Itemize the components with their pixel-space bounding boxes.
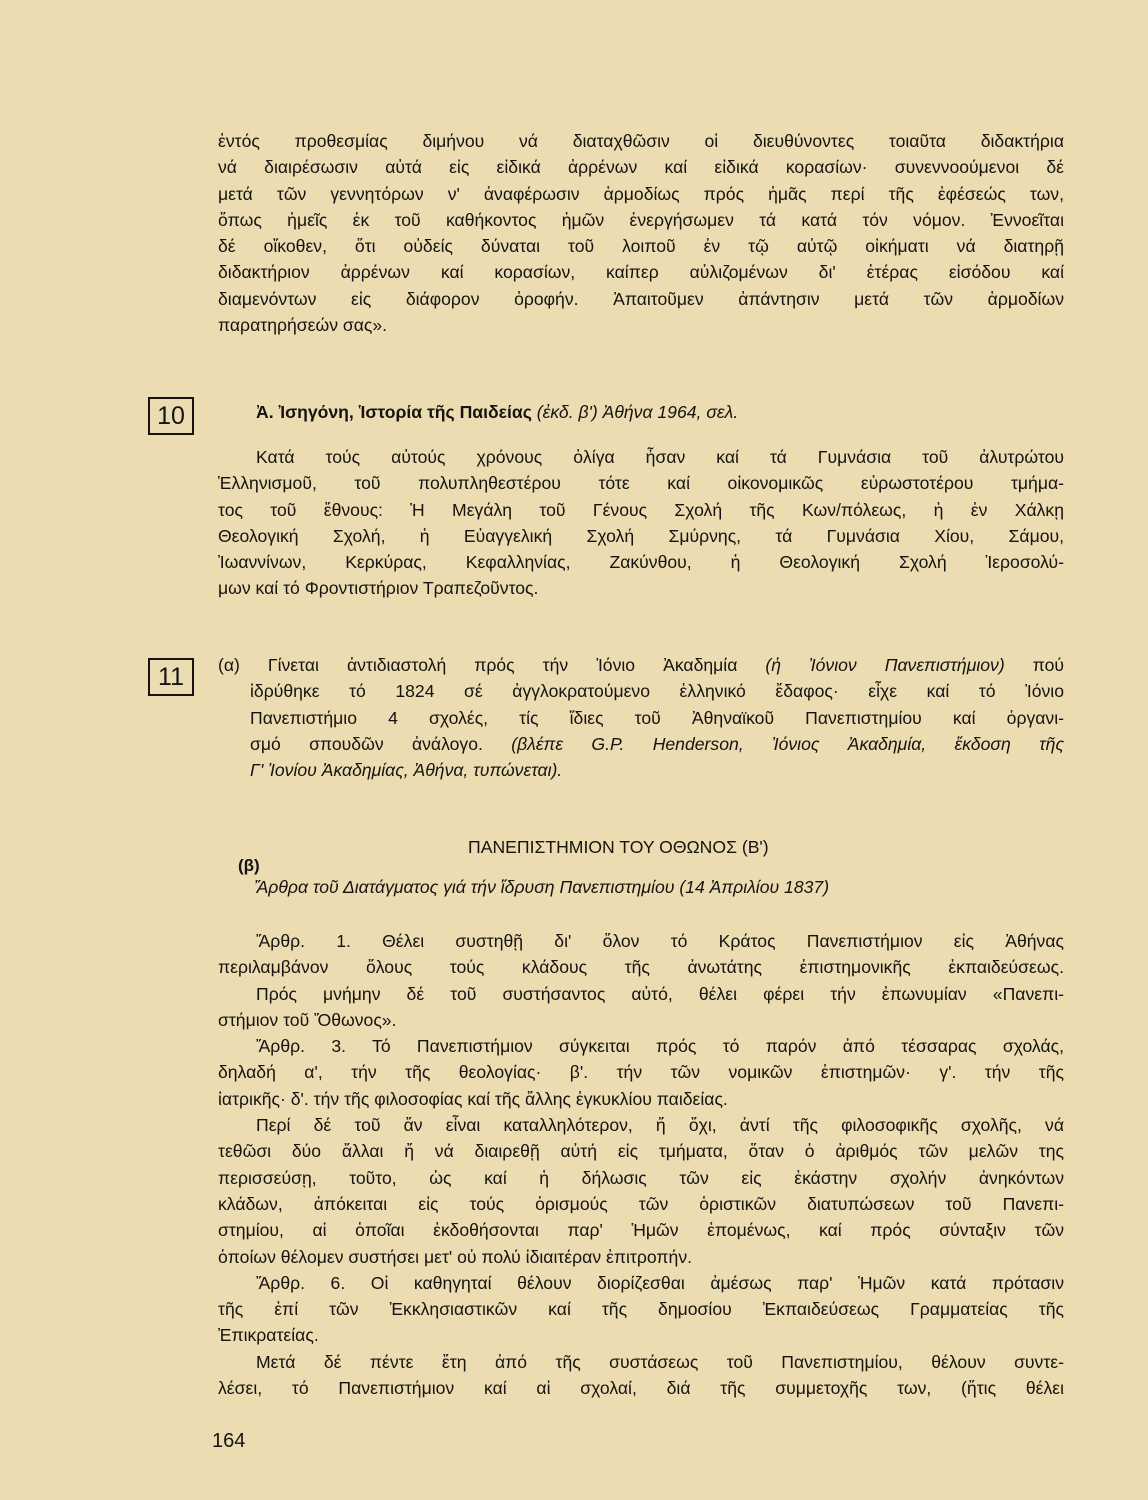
text-line: στήμιον τοῦ Ὄθωνος». — [218, 1009, 397, 1030]
text-line: δηλαδή α', τήν τῆς θεολογίας· β'. τήν τῶν νομικῶν ἐπιστημῶν· γ'. τήν τῆς — [218, 1062, 1064, 1083]
text-line: παρατηρήσεών σας». — [218, 315, 388, 336]
text-line: ἱδρύθηκε τό 1824 σέ ἀγγλοκρατούμενο ἑλληνικό ἔδαφος· εἶχε καί τό Ἰόνιο — [250, 681, 1064, 702]
text-line: τεθῶσι δύο ἄλλαι ἤ νά διαιρεθῇ αὐτή εἰς τμήματα, ὅταν ὁ ἀριθμός τῶν μελῶν της — [218, 1141, 1064, 1162]
source-citation — [256, 400, 738, 424]
part-a-italic: (βλέπε G.P. Henderson, Ἰόνιος Ἀκαδημία, ἔκδοση τῆς — [511, 733, 1064, 754]
part-b-label: (β) — [238, 856, 260, 875]
section-11b-paragraph — [218, 928, 1064, 1401]
part-a-text: Γίνεται ἀντιδιαστολή πρός τήν Ἰόνιο Ἀκαδημία — [267, 655, 738, 675]
section-number-11: 11 — [148, 658, 194, 696]
text-line — [218, 757, 1064, 783]
section-11a-paragraph — [218, 652, 1064, 783]
part-a-text: σμό σπουδῶν ἀνάλογο. — [250, 733, 483, 754]
part-a-label: (α) — [218, 655, 240, 675]
text-line: Ἄρθρ. 3. Τό Πανεπιστήμιον σύγκειται πρός τό παρόν ἀπό τέσσαρας σχολάς, — [256, 1036, 1064, 1057]
text-line: περιλαμβάνον ὅλους τούς κλάδους τῆς ἀνωτάτης ἐπιστημονικῆς ἐκπαιδεύσεως. — [218, 957, 1064, 978]
intro-paragraph — [218, 128, 1064, 338]
text-line: ἰατρικῆς· δ'. τήν τῆς φιλοσοφίας καί τῆς ἄλλης ἐγκυκλίου παιδείας. — [218, 1088, 728, 1109]
text-line: Πρός μνήμην δέ τοῦ συστήσαντος αὐτό, θέλει φέρει τήν ἐπωνυμίαν «Πανεπι- — [256, 983, 1064, 1004]
text-line: δέ οἴκοθεν, ὅτι οὐδείς δύναται τοῦ λοιποῦ ἐν τῷ αὐτῷ οἰκήματι νά διατηρῇ — [218, 236, 1064, 257]
text-line: λέσει, τό Πανεπιστήμιον καί αἱ σχολαί, διά τῆς συμμετοχῆς των, (ἥτις θέλει — [218, 1378, 1064, 1399]
text-line: ὁποίων θέλομεν συστήσει μετ' οὐ πολύ ἰδιαιτέραν ἐπιτροπήν. — [218, 1246, 693, 1267]
text-line: ἐντός προθεσμίας διμήνου νά διαταχθῶσιν οἱ διευθύνοντες τοιαῦτα διδακτήρια — [218, 131, 1064, 151]
text-line: διαμενόντων εἰς διάφορον ὀροφήν. Ἀπαιτοῦμεν ἀπάντησιν μετά τῶν ἁρμοδίων — [218, 288, 1064, 309]
text-line: κλάδων, ἀπόκειται εἰς τούς ὁρισμούς τῶν ὁριστικῶν διατυπώσεων τοῦ Πανεπι- — [218, 1193, 1064, 1214]
text-line: στημίου, αἱ ὁποῖαι ἐκδοθήσονται παρ' Ἡμῶν ἑπομένως, καί πρός σύνταξιν τῶν — [218, 1220, 1064, 1241]
text-line: Πανεπιστήμιο 4 σχολές, τίς ἴδιες τοῦ Ἀθηναϊκοῦ Πανεπιστημίου καί ὀργανι- — [250, 707, 1064, 728]
text-line: Μετά δέ πέντε ἔτη ἀπό τῆς συστάσεως τοῦ Πανεπιστημίου, θέλουν συντε- — [256, 1351, 1064, 1372]
page-number: 164 — [212, 1430, 246, 1452]
section-heading: ΠΑΝΕΠΙΣΤΗΜΙΟΝ ΤΟΥ ΟΘΩΝΟΣ (Β') — [468, 837, 769, 857]
text-line: Θεολογική Σχολή, ἡ Εὐαγγελική Σχολή Σμύρνης, τά Γυμνάσια Χίου, Σάμου, — [218, 525, 1064, 546]
text-line: Ἑλληνισμοῦ, τοῦ πολυπληθεστέρου τότε καί οἰκονομικῶς εὐρωστοτέρου τμήμα- — [218, 473, 1064, 494]
text-line: Περί δέ τοῦ ἄν εἶναι καταλληλότερον, ἤ ὄχι, ἀντί τῆς φιλοσοφικῆς σχολῆς, νά — [256, 1115, 1064, 1136]
source-author: Ἀ. Ἰσηγόνη, Ἱστορία τῆς Παιδείας — [256, 402, 532, 422]
text-line: ὅπως ἡμεῖς ἐκ τοῦ καθήκοντος ἡμῶν ἐνεργήσωμεν τά κατά τόν νόμον. Ἐννοεῖται — [218, 209, 1064, 230]
section-10-paragraph — [218, 444, 1064, 602]
text-line: μετά τῶν γεννητόρων ν' ἀναφέρωσιν ἁρμοδίως πρός ἡμᾶς περί τῆς ἐφέσεώς των, — [218, 183, 1064, 204]
text-line: Ἄρθρ. 6. Οἱ καθηγηταί θέλουν διορίζεσθαι ἀμέσως παρ' Ἡμῶν κατά πρότασιν — [256, 1272, 1064, 1293]
section-number-10: 10 — [148, 397, 194, 435]
text-line: περισσεύσῃ, τοῦτο, ὡς καί ἡ δήλωσις τῶν εἰς ἑκάστην σχολήν ἀνηκόντων — [218, 1167, 1064, 1188]
text-line: Ἐπικρατείας. — [218, 1325, 319, 1346]
part-a-italic: Γ' Ἰονίου Ἀκαδημίας, Ἀθήνα, τυπώνεται). — [250, 760, 563, 781]
text-line: τος τοῦ ἔθνους: Ἡ Μεγάλη τοῦ Γένους Σχολή τῆς Κων/πόλεως, ἡ ἐν Χάλκῃ — [218, 499, 1064, 520]
text-line: μων καί τό Φροντιστήριον Τραπεζοῦντος. — [218, 578, 539, 599]
text-line: Ἰωαννίνων, Κερκύρας, Κεφαλληνίας, Ζακύνθου, ἡ Θεολογική Σχολή Ἱεροσολύ- — [218, 552, 1064, 573]
text-line — [218, 731, 1064, 757]
source-edition: (ἐκδ. β') Ἀθήνα 1964, σελ. — [536, 402, 739, 422]
text-line — [218, 652, 1064, 678]
text-line: Ἄρθρ. 1. Θέλει συστηθῇ δι' ὅλον τό Κράτος Πανεπιστήμιον εἰς Ἀθήνας — [256, 931, 1064, 951]
text-line: νά διαιρέσωσιν αὐτά εἰς εἰδικά ἀρρένων καί εἰδικά κορασίων· συνεννοούμενοι δέ — [218, 157, 1064, 178]
part-a-text: πού — [1004, 655, 1064, 675]
part-b-subtitle: Ἄρθρα τοῦ Διατάγματος γιά τήν ἵδρυση Πανεπιστημίου (14 Ἀπριλίου 1837) — [254, 877, 830, 897]
text-line: τῆς ἐπί τῶν Ἐκκλησιαστικῶν καί τῆς δημοσίου Ἐκπαιδεύσεως Γραμματείας τῆς — [218, 1299, 1064, 1320]
text-line: διδακτήριον ἀρρένων καί κορασίων, καίπερ αὐλιζομένων δι' ἑτέρας εἰσόδου καί — [218, 262, 1064, 283]
part-a-italic: (ἡ Ἰόνιον Πανεπιστήμιον) — [765, 655, 1005, 675]
text-line: Κατά τούς αὐτούς χρόνους ὀλίγα ἦσαν καί τά Γυμνάσια τοῦ ἀλυτρώτου — [256, 447, 1064, 467]
